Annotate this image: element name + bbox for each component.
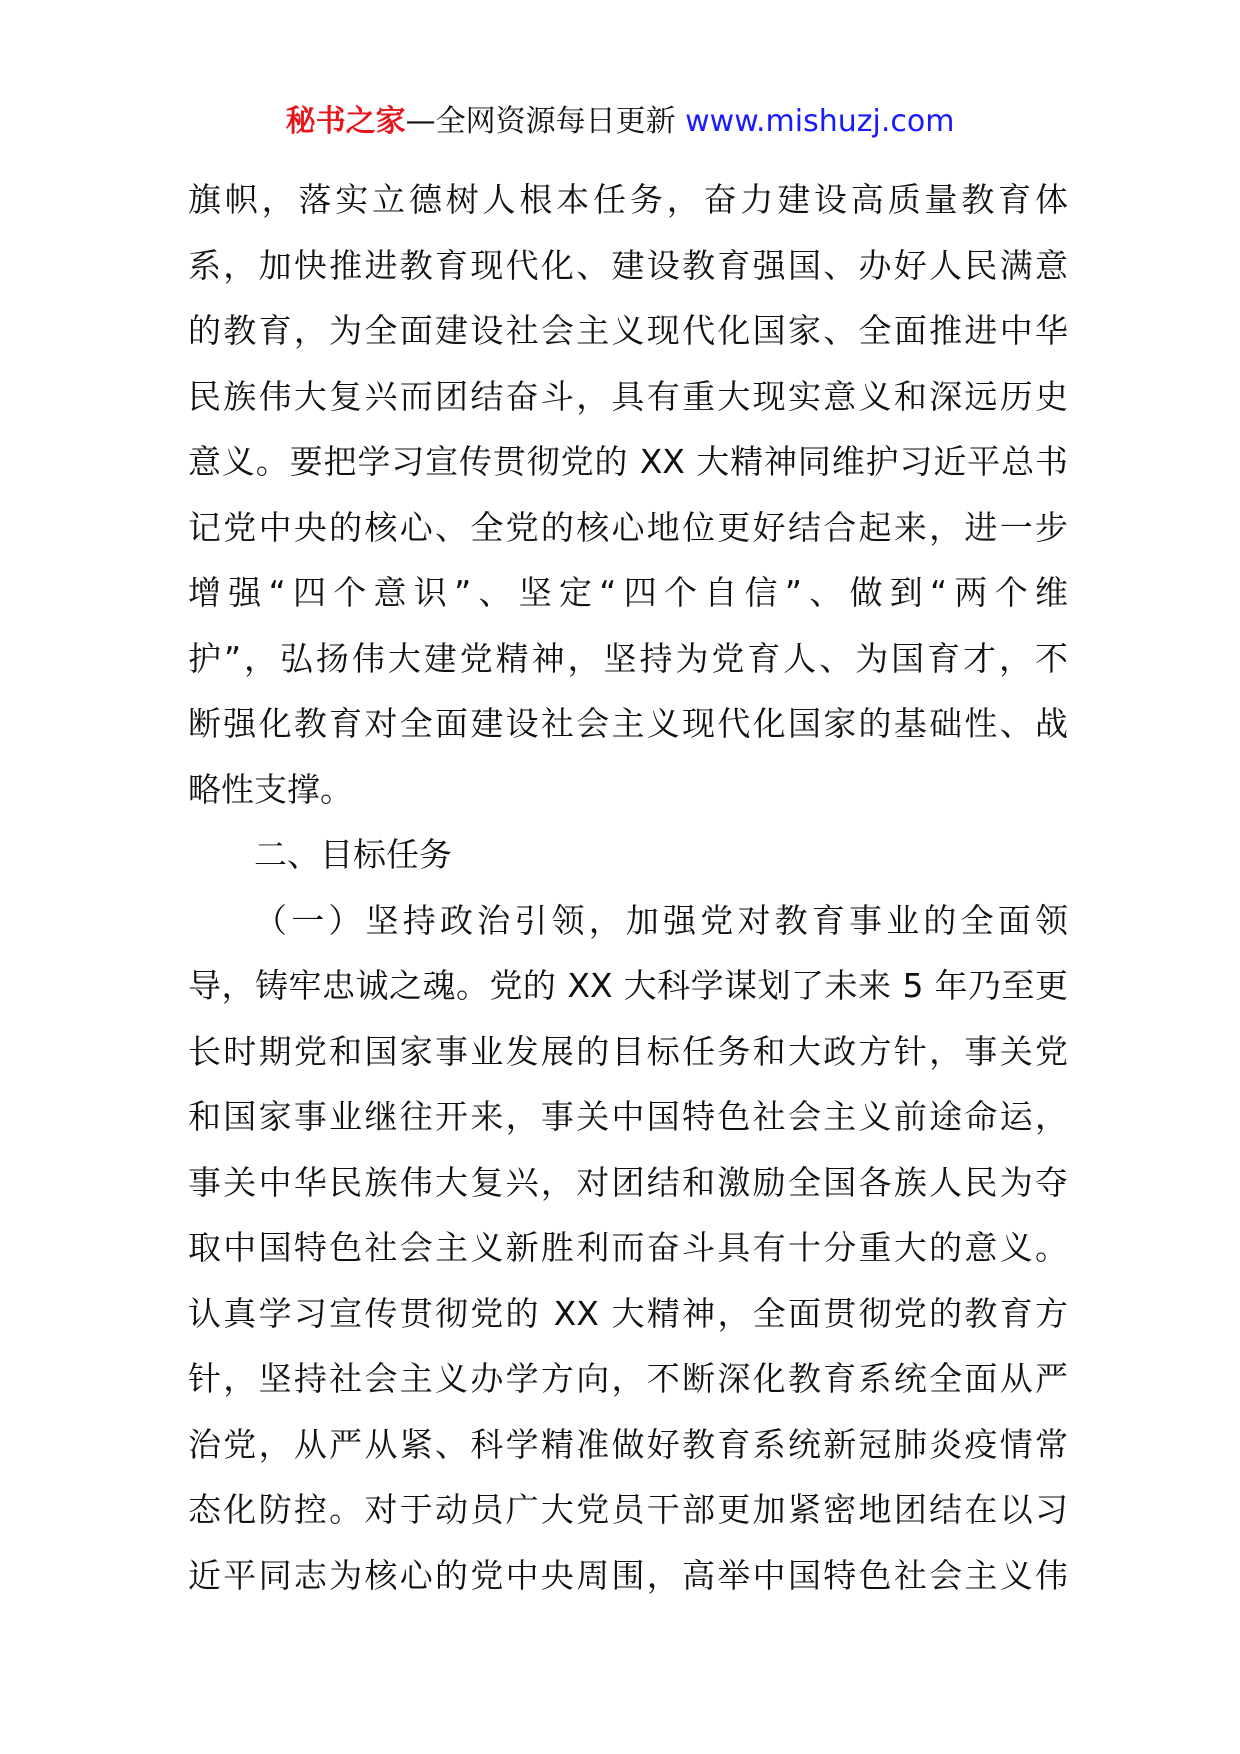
body-line: 导，铸牢忠诚之魂。党的 XX 大科学谋划了未来 5 年乃至更 [188, 966, 1068, 1005]
body-line: 针，坚持社会主义办学方向，不断深化教育系统全面从严 [188, 1359, 1068, 1398]
body-line: 增强“四个意识”、坚定“四个自信”、做到“两个维 [188, 573, 1068, 612]
body-line: 系，加快推进教育现代化、建设教育强国、办好人民满意 [188, 245, 1068, 285]
site-url-link[interactable]: www.mishuzj.com [685, 104, 955, 139]
body-line: 记党中央的核心、全党的核心地位更好结合起来，进一步 [188, 507, 1068, 547]
body-line: 旗帜，落实立德树人根本任务，奋力建设高质量教育体 [188, 180, 1068, 219]
site-header [0, 102, 1240, 142]
site-brand: 秘书之家 [285, 104, 406, 139]
body-line: 和国家事业继往开来，事关中国特色社会主义前途命运， [188, 1097, 1068, 1136]
body-line: 护”，弘扬伟大建党精神，坚持为党育人、为国育才，不 [188, 638, 1068, 678]
section-heading: 二、目标任务 [254, 835, 452, 874]
subsection-heading-line: （一）坚持政治引领，加强党对教育事业的全面领 [254, 900, 1068, 940]
paragraph-end-line: 略性支撑。 [188, 769, 353, 809]
body-line: 近平同志为核心的党中央周围，高举中国特色社会主义伟 [188, 1555, 1068, 1595]
document-body [188, 167, 1068, 1608]
site-slogan: —全网资源每日更新 [405, 104, 676, 139]
body-line: 的教育，为全面建设社会主义现代化国家、全面推进中华 [188, 311, 1068, 350]
body-line: 取中国特色社会主义新胜利而奋斗具有十分重大的意义。 [188, 1228, 1068, 1267]
body-line: 事关中华民族伟大复兴，对团结和激励全国各族人民为夺 [188, 1162, 1068, 1202]
body-line: 断强化教育对全面建设社会主义现代化国家的基础性、战 [188, 704, 1068, 743]
body-line: 意义。要把学习宣传贯彻党的 XX 大精神同维护习近平总书 [188, 442, 1068, 481]
body-line: 民族伟大复兴而团结奋斗，具有重大现实意义和深远历史 [188, 376, 1068, 416]
body-line: 态化防控。对于动员广大党员干部更加紧密地团结在以习 [188, 1490, 1068, 1529]
body-line: 治党，从严从紧、科学精准做好教育系统新冠肺炎疫情常 [188, 1424, 1068, 1464]
body-line: 认真学习宣传贯彻党的 XX 大精神，全面贯彻党的教育方 [188, 1293, 1068, 1333]
body-line: 长时期党和国家事业发展的目标任务和大政方针，事关党 [188, 1031, 1068, 1071]
